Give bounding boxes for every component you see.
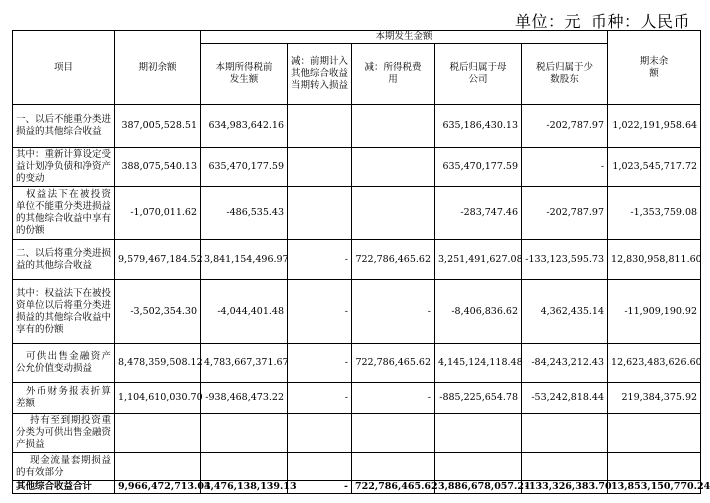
cell-parent: 635,186,430.13 — [435, 105, 522, 148]
table-row — [13, 383, 701, 414]
cell-tax: 722,786,465.62 — [352, 344, 435, 383]
cell-opening: 8,478,359,508.12 — [115, 344, 201, 383]
cell-tax: - — [352, 383, 435, 414]
cell-reclass: - — [288, 240, 352, 280]
cell-closing: 12,830,958,811.60 — [608, 240, 701, 280]
cell-opening: -3,502,354.30 — [115, 280, 201, 344]
cell-minority: - — [522, 148, 608, 187]
cell-closing — [608, 453, 701, 481]
row-item-label: 二、以后将重分类进损益的其他综合收益 — [13, 240, 115, 280]
cell-parent: 3,251,491,627.08 — [435, 240, 522, 280]
cell-reclass — [288, 453, 352, 481]
cell-tax — [352, 148, 435, 187]
cell-parent: -283,747.46 — [435, 187, 522, 240]
header-minority: 税后归属于少数股东 — [522, 44, 608, 105]
cell-opening: 1,104,610,030.70 — [115, 383, 201, 414]
cell-pretax — [201, 414, 288, 453]
header-tax: 减：所得税费用 — [352, 44, 435, 105]
cell-reclass — [288, 105, 352, 148]
cell-opening: 9,966,472,713.03 — [115, 481, 201, 494]
row-item-label: 其中：重新计算设定受益计划净负债和净资产的变动 — [13, 148, 115, 187]
cell-minority: -133,123,595.73 — [522, 240, 608, 280]
cell-reclass — [288, 148, 352, 187]
cell-opening: 387,005,528.51 — [115, 105, 201, 148]
cell-minority: -202,787.97 — [522, 187, 608, 240]
cell-pretax: -938,468,473.22 — [201, 383, 288, 414]
cell-pretax: 634,983,642.16 — [201, 105, 288, 148]
table-row — [13, 187, 701, 240]
cell-pretax: 4,783,667,371.67 — [201, 344, 288, 383]
cell-closing: -1,353,759.08 — [608, 187, 701, 240]
cell-parent: 635,470,177.59 — [435, 148, 522, 187]
cell-parent: 3,886,678,057.21 — [435, 481, 522, 494]
cell-pretax: 4,476,138,139.13 — [201, 481, 288, 494]
header-opening: 期初余额 — [115, 31, 201, 105]
cell-closing: 1,022,191,958.64 — [608, 105, 701, 148]
row-item-label: 权益法下在被投资单位不能重分类进损益的其他综合收益中享有的份额 — [13, 187, 115, 240]
table-row — [13, 414, 701, 453]
cell-tax: 722,786,465.62 — [352, 481, 435, 494]
table-row — [13, 105, 701, 148]
cell-pretax: 635,470,177.59 — [201, 148, 288, 187]
row-item-label: 一、以后不能重分类进损益的其他综合收益 — [13, 105, 115, 148]
header-reclass: 减：前期计入其他综合收益当期转入损益 — [288, 44, 352, 105]
cell-opening: 9,579,467,184.52 — [115, 240, 201, 280]
header-parent: 税后归属于母公司 — [435, 44, 522, 105]
header-group: 本期发生金额 — [201, 31, 608, 44]
table-row — [13, 453, 701, 481]
cell-closing: 13,853,150,770.24 — [608, 481, 701, 494]
cell-opening: 388,075,540.13 — [115, 148, 201, 187]
cell-pretax: -4,044,401.48 — [201, 280, 288, 344]
cell-tax: - — [352, 280, 435, 344]
cell-tax — [352, 414, 435, 453]
table-row — [13, 344, 701, 383]
cell-parent — [435, 453, 522, 481]
header-pretax: 本期所得税前发生额 — [201, 44, 288, 105]
cell-reclass — [288, 187, 352, 240]
table-row — [13, 240, 701, 280]
cell-minority: -53,242,818.44 — [522, 383, 608, 414]
currency-label: 币种：人民币 — [590, 12, 690, 31]
row-item-label: 其中：权益法下在被投资单位以后将重分类进损益的其他综合收益中享有的份额 — [13, 280, 115, 344]
cell-parent — [435, 414, 522, 453]
cell-reclass: - — [288, 344, 352, 383]
cell-minority — [522, 453, 608, 481]
cell-reclass: - — [288, 280, 352, 344]
cell-tax — [352, 187, 435, 240]
cell-minority: 4,362,435.14 — [522, 280, 608, 344]
cell-reclass: - — [288, 481, 352, 494]
table-row — [13, 148, 701, 187]
cell-closing: 1,023,545,717.72 — [608, 148, 701, 187]
row-item-label: 外币财务报表折算差额 — [13, 383, 115, 414]
cell-minority — [522, 414, 608, 453]
cell-closing: -11,909,190.92 — [608, 280, 701, 344]
cell-closing — [608, 414, 701, 453]
cell-closing: 219,384,375.92 — [608, 383, 701, 414]
row-item-label: 现金流量套期损益的有效部分 — [13, 453, 115, 481]
unit-label: 单位：元 — [514, 12, 581, 31]
cell-parent: 4,145,124,118.48 — [435, 344, 522, 383]
table-row — [13, 280, 701, 344]
cell-closing: 12,623,483,626.60 — [608, 344, 701, 383]
cell-minority: -202,787.97 — [522, 105, 608, 148]
cell-parent: -8,406,836.62 — [435, 280, 522, 344]
cell-minority: -84,243,212.43 — [522, 344, 608, 383]
table-row — [13, 481, 701, 494]
header-item: 项目 — [13, 31, 115, 105]
cell-reclass — [288, 414, 352, 453]
cell-tax: 722,786,465.62 — [352, 240, 435, 280]
unit-line — [505, 9, 690, 32]
cell-tax — [352, 105, 435, 148]
cell-opening — [115, 453, 201, 481]
cell-pretax — [201, 453, 288, 481]
cell-pretax: -486,535.43 — [201, 187, 288, 240]
header-closing: 期末余额 — [608, 31, 701, 105]
cell-minority: -133,326,383.70 — [522, 481, 608, 494]
row-item-label: 可供出售金融资产公允价值变动损益 — [13, 344, 115, 383]
cell-opening — [115, 414, 201, 453]
cell-pretax: 3,841,154,496.97 — [201, 240, 288, 280]
row-item-label: 持有至到期投资重分类为可供出售金融资产损益 — [13, 414, 115, 453]
cell-parent: -885,225,654.78 — [435, 383, 522, 414]
cell-opening: -1,070,011.62 — [115, 187, 201, 240]
cell-reclass: - — [288, 383, 352, 414]
row-item-label: 其他综合收益合计 — [13, 481, 115, 494]
cell-tax — [352, 453, 435, 481]
oci-table — [12, 30, 710, 494]
